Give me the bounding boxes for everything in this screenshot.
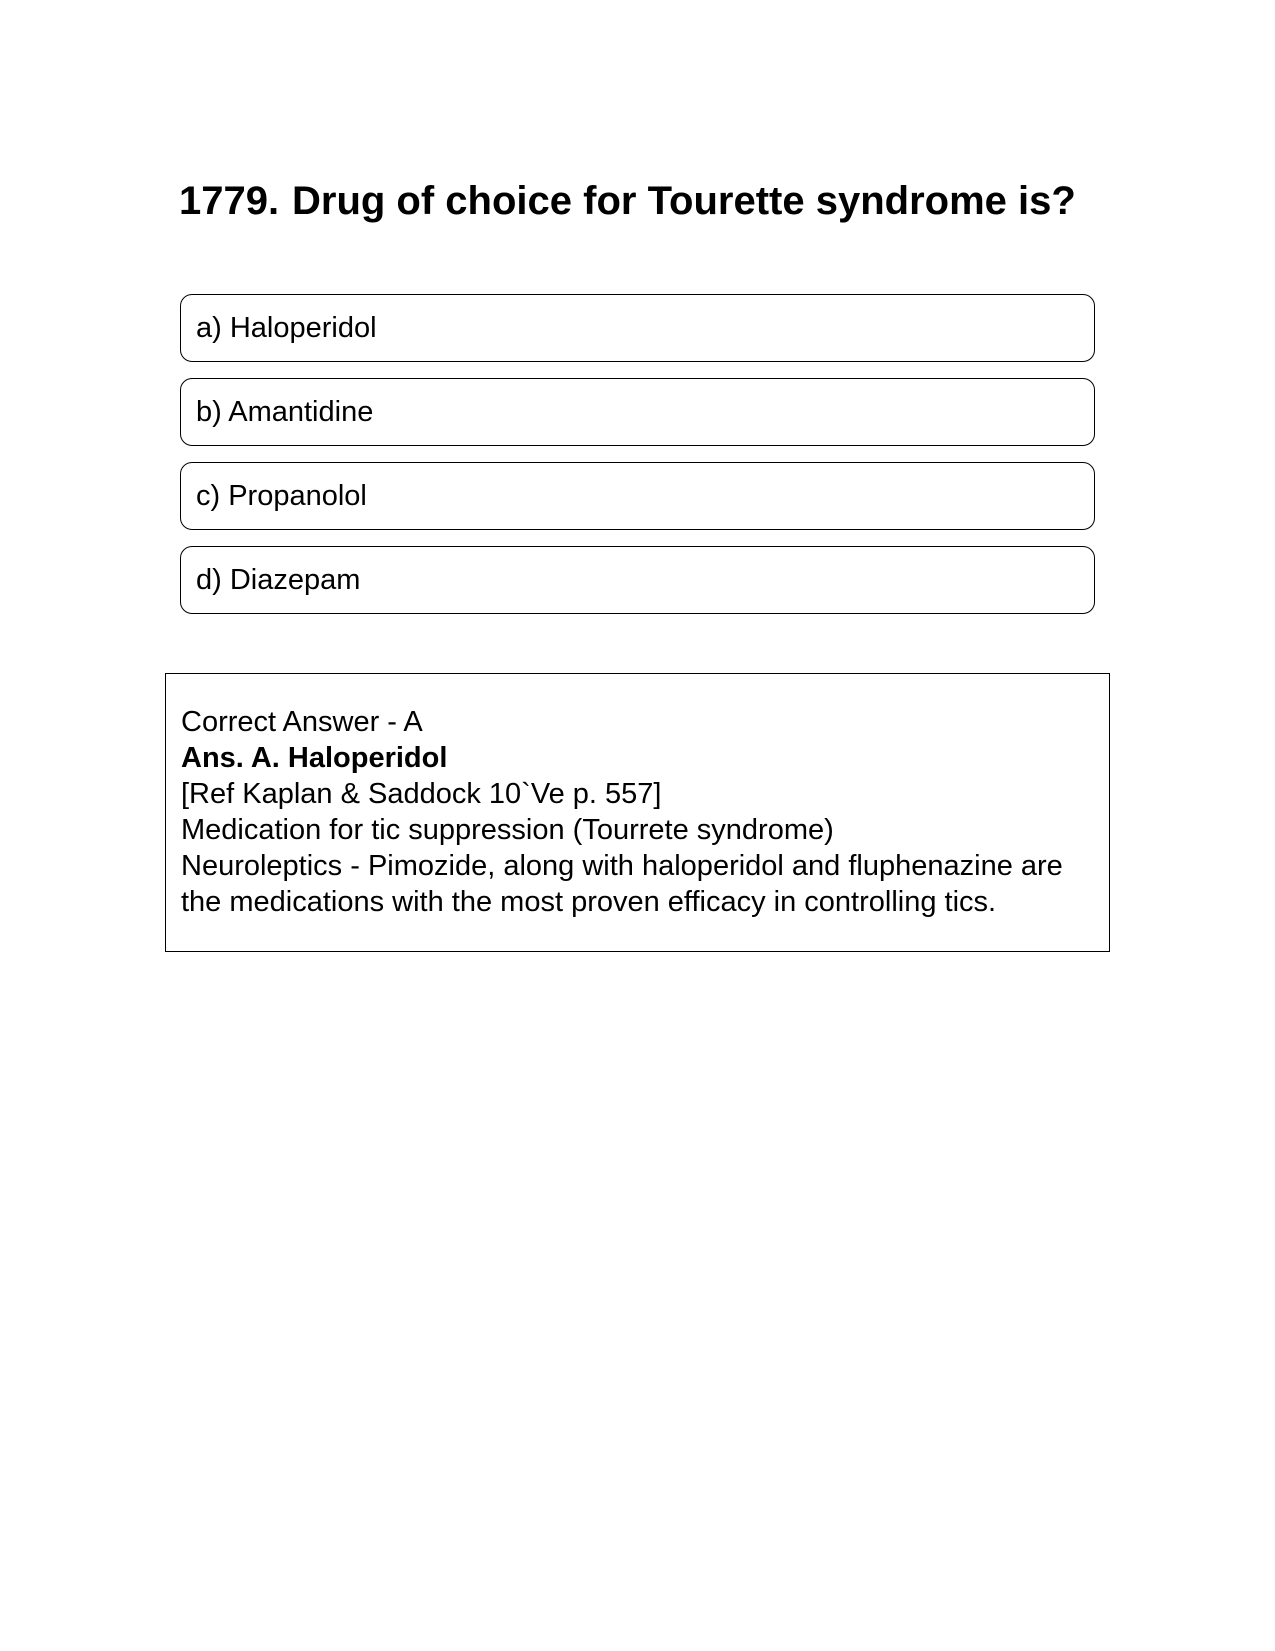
topic-text: Medication for tic suppression (Tourrete syndrome): [181, 814, 834, 846]
correct-answer-text: Correct Answer - A: [181, 706, 423, 738]
option-b[interactable]: b) Amantidine: [180, 378, 1095, 446]
option-a[interactable]: a) Haloperidol: [180, 294, 1095, 362]
answer-heading: Ans. A. Haloperidol: [181, 742, 448, 774]
option-d[interactable]: d) Diazepam: [180, 546, 1095, 614]
answer-explanation-box: [165, 673, 1110, 952]
answer-options: [180, 294, 1095, 630]
reference-text: [Ref Kaplan & Saddock 10`Ve p. 557]: [181, 778, 662, 810]
question-number: 1779.: [179, 179, 280, 223]
explanation-text: Neuroleptics - Pimozide, along with haloperidol and fluphenazine are the medications with the most proven efficacy in controlling tics.: [181, 850, 1063, 918]
question-text: Drug of choice for Tourette syndrome is?: [292, 179, 1076, 223]
question-heading: [179, 176, 1079, 226]
option-c[interactable]: c) Propanolol: [180, 462, 1095, 530]
